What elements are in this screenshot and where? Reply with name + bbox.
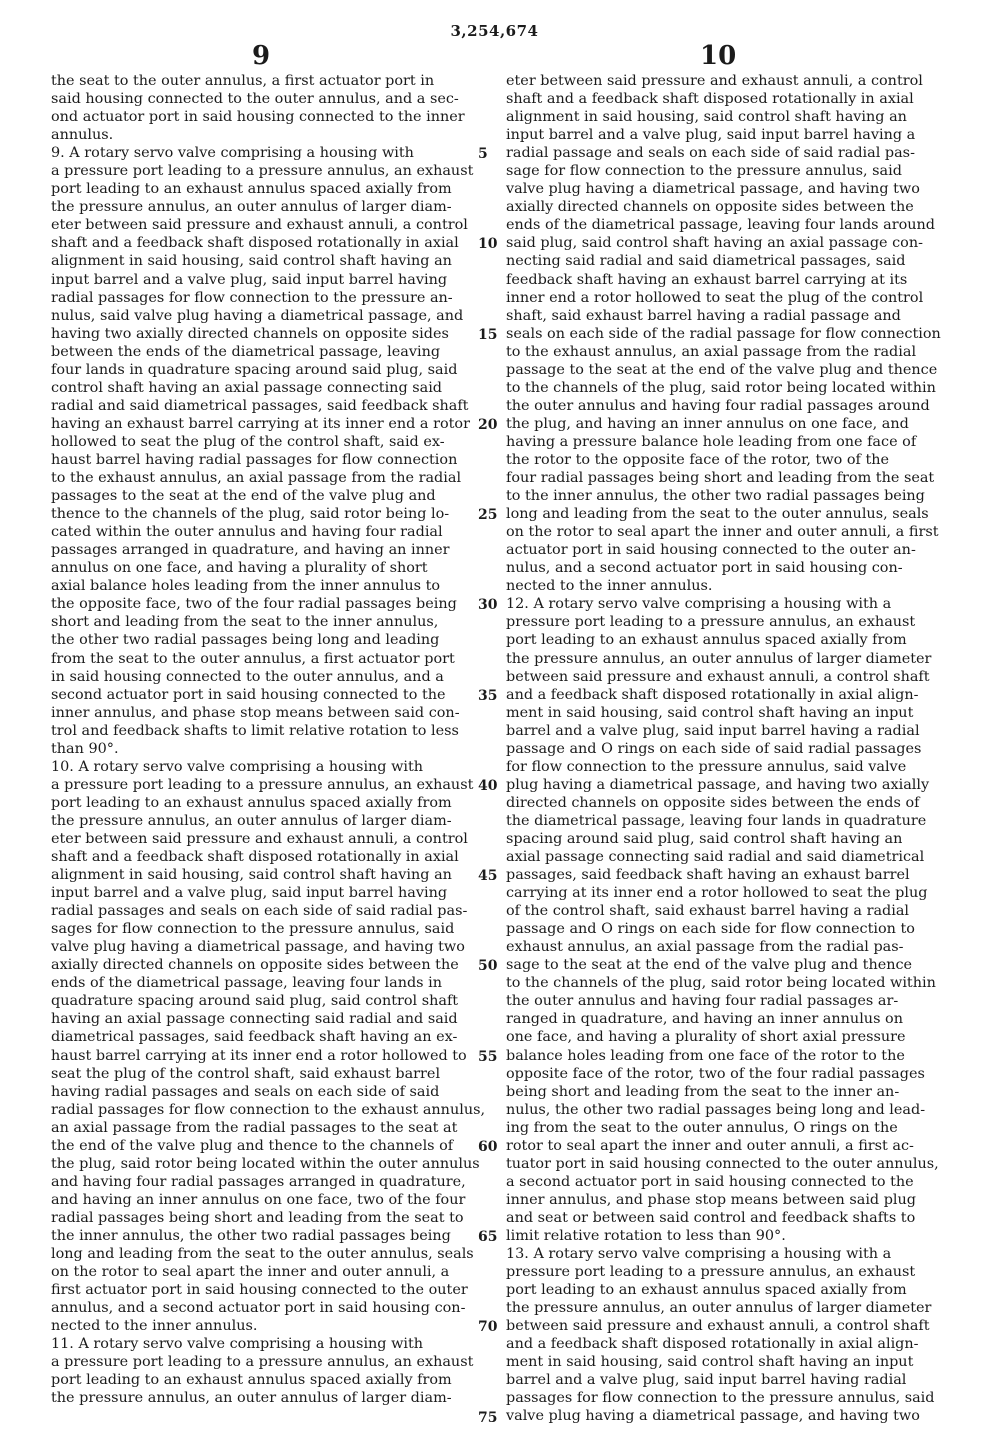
right-column-line: limit relative rotation to less than 90°. [506, 1228, 786, 1244]
left-column-line: the plug, said rotor being located within the outer annulus [51, 1155, 480, 1172]
right-column-line: and a feedback shaft disposed rotationally in axial align- [506, 686, 919, 703]
right-column-line: tuator port in said housing connected to the outer annulus, [506, 1155, 939, 1172]
right-column-line: ment in said housing, said control shaft having an input [506, 1354, 914, 1371]
right-column-line: plug having a diametrical passage, and having two axially [506, 776, 930, 793]
left-column-line: port leading to an exhaust annulus spaced axially from [51, 181, 452, 198]
left-column-line: ends of the diametrical passage, leaving four lands in [51, 975, 443, 992]
left-column-line: inner annulus, and phase stop means between said con- [51, 704, 460, 721]
left-column-line: haust barrel having radial passages for flow connection [51, 451, 458, 468]
left-column-line: from the seat to the outer annulus, a first actuator port [51, 650, 455, 667]
left-column-line: shaft and a feedback shaft disposed rotationally in axial [51, 235, 459, 252]
left-column-line: annulus on one face, and having a plurality of short [51, 560, 428, 577]
left-column-line: radial passages and seals on each side of said radial pas- [51, 903, 468, 920]
left-column-line: the pressure annulus, an outer annulus of larger diam- [51, 199, 452, 216]
right-column-line: alignment in said housing, said control shaft having an [506, 109, 907, 126]
left-column-line: port leading to an exhaust annulus spaced axially from [51, 794, 452, 811]
right-column-line: nulus, and a second actuator port in said housing con- [506, 560, 903, 577]
gutter-line-number: 60 [478, 1138, 498, 1155]
right-column-line: the plug, and having an inner annulus on one face, and [506, 415, 909, 432]
left-column-text [51, 72, 486, 1407]
right-column-line: pressure port leading to a pressure annulus, an exhaust [506, 614, 916, 631]
right-column-text [506, 72, 941, 1426]
left-column-line: 11. A rotary servo valve comprising a housing with [51, 1336, 424, 1353]
left-column-line: having radial passages and seals on each side of said [51, 1083, 440, 1100]
left-column-line: between the ends of the diametrical passage, leaving [51, 343, 441, 360]
right-column-line: nulus, the other two radial passages being long and lead- [506, 1101, 926, 1118]
left-column-line: having two axially directed channels on opposite sides [51, 325, 449, 342]
gutter-line-number: 50 [478, 958, 498, 975]
right-column-line: passage and O rings on each side of said radial passages [506, 740, 922, 757]
left-column-line: passages arranged in quadrature, and having an inner [51, 542, 450, 559]
left-column-line: an axial passage from the radial passages to the seat at [51, 1119, 458, 1136]
right-column-line: seals on each side of the radial passage for flow connection [506, 325, 941, 342]
right-column-line: the outer annulus and having four radial passages around [506, 397, 930, 414]
left-column-line: input barrel and a valve plug, said input barrel having [51, 885, 448, 902]
right-column-line: opposite face of the rotor, two of the four radial passages [506, 1065, 925, 1082]
right-column-line: axially directed channels on opposite sides between the [506, 199, 914, 216]
right-column-line: ing from the seat to the outer annulus, O rings on the [506, 1119, 898, 1136]
left-column-line: the opposite face, two of the four radial passages being [51, 596, 457, 613]
left-column-line: hollowed to seat the plug of the control shaft, said ex- [51, 433, 445, 450]
right-column-line: 13. A rotary servo valve comprising a housing with a [506, 1246, 892, 1263]
right-column-line: barrel and a valve plug, said input barrel having a radial [506, 722, 920, 739]
left-column-line: radial passages for flow connection to the exhaust annulus, [51, 1101, 486, 1118]
gutter-line-number: 25 [478, 507, 498, 524]
left-column-number: 9 [252, 41, 271, 71]
gutter-line-number: 5 [478, 146, 488, 163]
right-column-line: passage and O rings on each side for flow connection to [506, 921, 915, 938]
left-column-line: eter between said pressure and exhaust annuli, a control [51, 217, 468, 234]
right-column-line: sage for flow connection to the pressure annulus, said [506, 163, 902, 180]
right-column-line: one face, and having a plurality of short axial pressure [506, 1029, 906, 1046]
left-column-line: input barrel and a valve plug, said input barrel having [51, 271, 448, 288]
right-column-line: the diametrical passage, leaving four lands in quadrature [506, 812, 927, 829]
right-column-line: exhaust annulus, an axial passage from the radial pas- [506, 939, 904, 956]
left-column-line: ond actuator port in said housing connected to the inner [51, 109, 465, 126]
left-column-line: having an exhaust barrel carrying at its inner end a rotor [51, 415, 470, 432]
right-column-line: actuator port in said housing connected to the outer an- [506, 542, 916, 559]
left-column-line: the end of the valve plug and thence to the channels of [51, 1137, 454, 1154]
left-column-line: control shaft having an axial passage connecting said [51, 379, 443, 396]
right-column-line: inner annulus, and phase stop means between said plug [506, 1191, 917, 1208]
left-column-line: the inner annulus, the other two radial passages being [51, 1228, 451, 1244]
right-column-line: carrying at its inner end a rotor hollowed to seat the plug [506, 885, 928, 902]
right-column-line: to the exhaust annulus, an axial passage from the radial [506, 343, 917, 360]
gutter-line-number: 40 [478, 777, 498, 794]
right-column-line: ends of the diametrical passage, leaving four lands around [506, 217, 936, 234]
right-column-line: said plug, said control shaft having an axial passage con- [506, 235, 923, 252]
right-column-line: shaft and a feedback shaft disposed rotationally in axial [506, 91, 914, 108]
right-column-line: pressure port leading to a pressure annulus, an exhaust [506, 1264, 916, 1281]
gutter-line-number: 20 [478, 416, 498, 433]
gutter-line-number: 15 [478, 326, 498, 343]
left-column-line: having an axial passage connecting said radial and said [51, 1011, 458, 1028]
left-column-line: cated within the outer annulus and having four radial [51, 524, 443, 541]
left-column-line: 10. A rotary servo valve comprising a housing with [51, 758, 424, 775]
right-column-line: between said pressure and exhaust annuli, a control shaft [506, 1318, 930, 1335]
left-column-line: radial and said diametrical passages, said feedback shaft [51, 397, 469, 414]
right-column-line: the outer annulus and having four radial passages ar- [506, 993, 899, 1010]
gutter-line-number: 10 [478, 236, 498, 253]
right-column-line: between said pressure and exhaust annuli, a control shaft [506, 668, 930, 685]
right-column-line: ranged in quadrature, and having an inner annulus on [506, 1011, 903, 1028]
right-column-line: the pressure annulus, an outer annulus of larger diameter [506, 650, 932, 667]
right-column-line: four radial passages being short and leading from the seat [506, 470, 935, 487]
right-column-line: spacing around said plug, said control shaft having an [506, 830, 903, 847]
right-column-line: being short and leading from the seat to the inner an- [506, 1083, 900, 1100]
right-column-line: necting said radial and said diametrical passages, said [506, 253, 906, 270]
left-column-line: axial balance holes leading from the inner annulus to [51, 578, 441, 595]
left-column-line: second actuator port in said housing connected to the [51, 686, 446, 703]
left-column-line: radial passages for flow connection to the pressure an- [51, 289, 453, 306]
left-column-line: first actuator port in said housing connected to the outer [51, 1282, 468, 1299]
right-column-line: to the channels of the plug, said rotor being located within [506, 379, 936, 396]
left-column-line: the other two radial passages being long and leading [51, 632, 440, 649]
left-column-line: and having an inner annulus on one face, two of the four [51, 1191, 466, 1208]
left-column-line: than 90°. [51, 740, 119, 757]
left-column-line: diametrical passages, said feedback shaft having an ex- [51, 1029, 458, 1046]
left-column-line: haust barrel carrying at its inner end a rotor hollowed to [51, 1047, 467, 1064]
left-column-line: sages for flow connection to the pressure annulus, said [51, 921, 455, 938]
right-column-line: port leading to an exhaust annulus spaced axially from [506, 1282, 907, 1299]
left-column-line: the pressure annulus, an outer annulus of larger diam- [51, 1390, 452, 1407]
left-column-line: trol and feedback shafts to limit relative rotation to less [51, 722, 459, 739]
right-column-line: and a feedback shaft disposed rotationally in axial align- [506, 1336, 919, 1353]
right-column-line: directed channels on opposite sides between the ends of [506, 794, 920, 811]
right-column-line: barrel and a valve plug, said input barrel having radial [506, 1372, 907, 1389]
right-column-line: to the inner annulus, the other two radial passages being [506, 488, 925, 505]
left-column-line: port leading to an exhaust annulus spaced axially from [51, 1372, 452, 1389]
right-column-line: shaft, said exhaust barrel having a radial passage and [506, 307, 901, 324]
left-column-line: and having four radial passages arranged in quadrature, [51, 1173, 466, 1190]
left-column-line: valve plug having a diametrical passage, and having two [51, 939, 465, 956]
left-column-line: quadrature spacing around said plug, said control shaft [51, 993, 459, 1010]
left-column-line: a pressure port leading to a pressure annulus, an exhaust [51, 776, 474, 793]
gutter-line-number: 45 [478, 868, 498, 885]
right-column-line: rotor to seal apart the inner and outer annuli, a first ac- [506, 1137, 914, 1154]
left-column-line: 9. A rotary servo valve comprising a housing with [51, 145, 414, 162]
gutter-line-number: 35 [478, 687, 498, 704]
left-column-line: to the exhaust annulus, an axial passage from the radial [51, 470, 462, 487]
left-column-line: eter between said pressure and exhaust annuli, a control [51, 830, 468, 847]
left-column-line: said housing connected to the outer annulus, and a sec- [51, 91, 459, 108]
left-column-line: in said housing connected to the outer annulus, and a [51, 668, 444, 685]
left-column-line: alignment in said housing, said control shaft having an [51, 253, 452, 270]
right-column-line: of the control shaft, said exhaust barrel having a radial [506, 903, 910, 920]
right-column-line: passages for flow connection to the pressure annulus, said [506, 1390, 935, 1407]
right-column-line: 12. A rotary servo valve comprising a housing with a [506, 596, 892, 613]
right-column-line: inner end a rotor hollowed to seat the plug of the control [506, 289, 924, 306]
right-column-line: input barrel and a valve plug, said input barrel having a [506, 127, 916, 144]
right-column-line: valve plug having a diametrical passage, and having two [506, 1408, 920, 1425]
right-column-line: port leading to an exhaust annulus spaced axially from [506, 632, 907, 649]
left-column-line: annulus, and a second actuator port in said housing con- [51, 1300, 466, 1317]
left-column-line: on the rotor to seal apart the inner and outer annuli, a [51, 1264, 450, 1281]
left-column-line: shaft and a feedback shaft disposed rotationally in axial [51, 849, 459, 866]
left-column-line: alignment in said housing, said control shaft having an [51, 867, 452, 884]
right-column-line: sage to the seat at the end of the valve plug and thence [506, 957, 913, 974]
left-column-line: short and leading from the seat to the inner annulus, [51, 614, 439, 631]
gutter-line-number: 75 [478, 1409, 498, 1426]
left-column-line: the pressure annulus, an outer annulus of larger diam- [51, 812, 452, 829]
right-column-line: feedback shaft having an exhaust barrel carrying at its [506, 271, 908, 288]
gutter-line-number: 65 [478, 1229, 498, 1246]
right-column-line: ment in said housing, said control shaft having an input [506, 704, 914, 721]
gutter-line-number: 70 [478, 1319, 498, 1336]
patent-number: 3,254,674 [450, 22, 539, 40]
right-column-line: to the channels of the plug, said rotor being located within [506, 975, 936, 992]
right-column-number: 10 [700, 41, 737, 71]
right-column-line: and seat or between said control and feedback shafts to [506, 1209, 916, 1226]
left-column-line: annulus. [51, 127, 114, 144]
left-column-line: nected to the inner annulus. [51, 1318, 258, 1335]
left-column-line: a pressure port leading to a pressure annulus, an exhaust [51, 163, 474, 180]
right-column-line: having a pressure balance hole leading from one face of [506, 433, 917, 450]
right-column-line: passages, said feedback shaft having an exhaust barrel [506, 867, 910, 884]
right-column-line: nected to the inner annulus. [506, 578, 713, 595]
left-column-line: seat the plug of the control shaft, said exhaust barrel [51, 1065, 441, 1082]
left-column-line: nulus, said valve plug having a diametrical passage, and [51, 307, 464, 324]
right-column-line: valve plug having a diametrical passage, and having two [506, 181, 920, 198]
right-column-line: the rotor to the opposite face of the rotor, two of the [506, 451, 890, 468]
right-column-line: long and leading from the seat to the outer annulus, seals [506, 506, 929, 523]
right-column-line: the pressure annulus, an outer annulus of larger diameter [506, 1300, 932, 1317]
right-column-line: axial passage connecting said radial and said diametrical [506, 849, 925, 866]
gutter-line-number: 55 [478, 1048, 498, 1065]
left-column-line: four lands in quadrature spacing around said plug, said [51, 361, 458, 378]
left-column-line: thence to the channels of the plug, said rotor being lo- [51, 506, 450, 523]
right-column-line: eter between said pressure and exhaust annuli, a control [506, 73, 923, 89]
left-column-line: long and leading from the seat to the outer annulus, seals [51, 1246, 474, 1263]
right-column-line: for flow connection to the pressure annulus, said valve [506, 758, 907, 775]
right-column-line: on the rotor to seal apart the inner and outer annuli, a first [506, 524, 939, 541]
right-column-line: balance holes leading from one face of the rotor to the [506, 1047, 905, 1064]
right-column-line: a second actuator port in said housing connected to the [506, 1173, 914, 1190]
left-column-line: passages to the seat at the end of the valve plug and [51, 488, 436, 505]
left-column-line: the seat to the outer annulus, a first actuator port in [51, 73, 435, 89]
right-column-line: radial passage and seals on each side of said radial pas- [506, 145, 915, 162]
left-column-line: axially directed channels on opposite sides between the [51, 957, 459, 974]
right-column-line: passage to the seat at the end of the valve plug and thence [506, 361, 938, 378]
left-column-line: radial passages being short and leading from the seat to [51, 1209, 464, 1226]
left-column-line: a pressure port leading to a pressure annulus, an exhaust [51, 1354, 474, 1371]
gutter-line-number: 30 [478, 597, 498, 614]
